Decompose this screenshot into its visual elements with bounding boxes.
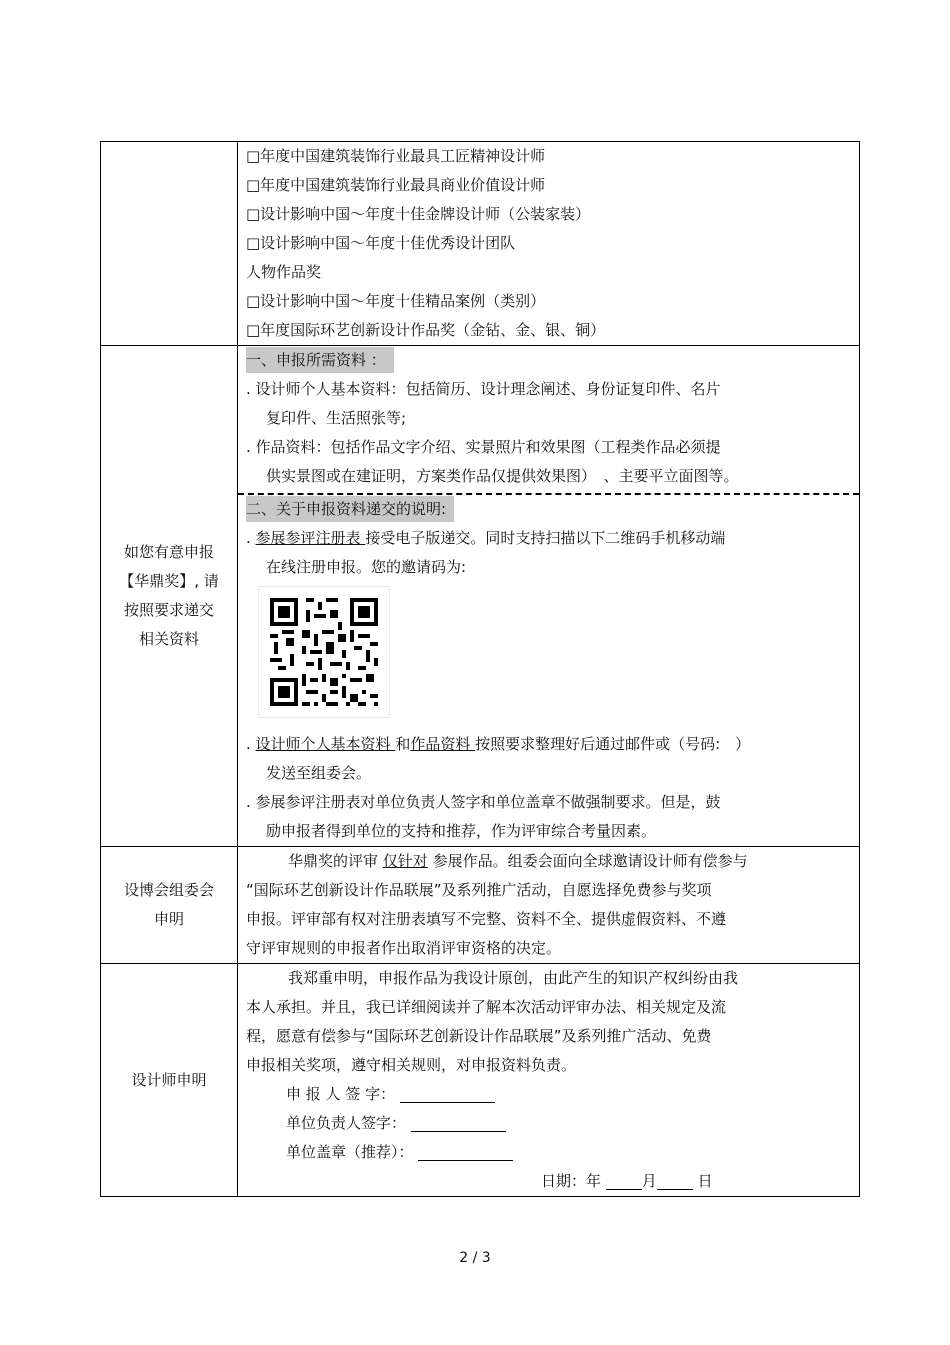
committee-statement-line (246, 847, 851, 876)
leader-signature-label: 单位负责人签字： (286, 1114, 407, 1132)
designer-statement-line: 申报相关奖项，遵守相关规则，对申报资料负责。 (246, 1056, 577, 1074)
designer-statement-line: 程，愿意有偿参与“国际环艺创新设计作品联展”及系列推广活动、免费 (246, 1027, 712, 1045)
materials-row (101, 346, 860, 847)
committee-underlined-text: 仅针对 (382, 852, 428, 870)
committee-statement-line: 申报。评审部有权对注册表填写不完整、资料不全、提供虚假资料、不遵 (246, 910, 727, 928)
note-line: . 参展参评注册表对单位负责人签字和单位盖章不做强制要求。但是，鼓 (246, 793, 721, 811)
applicant-signature-line (246, 1080, 851, 1109)
designer-content-cell (238, 964, 860, 1197)
month-label: 月 (641, 1172, 657, 1190)
works-info-link[interactable]: 作品资料 (410, 735, 476, 753)
day-label: 日 (697, 1172, 713, 1190)
awards-row (101, 142, 860, 346)
materials-item1: . 设计师个人基本资料：包括简历、设计理念阐述、身份证复印件、名片 (246, 380, 721, 398)
award-option[interactable]: □设计影响中国～年度十佳金牌设计师（公装家装） (246, 205, 591, 223)
materials-content-cell (238, 346, 860, 847)
designer-statement-line: 本人承担。并且，我已详细阅读并了解本次活动评审办法、相关规定及流 (246, 998, 727, 1016)
awards-list-cell (238, 142, 860, 346)
page-number: 2 / 3 (459, 1250, 491, 1266)
seal-line (246, 1138, 851, 1167)
registration-line (246, 524, 851, 553)
materials-label-line: 【华鼎奖】, 请 (119, 572, 219, 590)
section2-title: 二、关于申报资料递交的说明: (246, 496, 454, 522)
application-form-table (100, 141, 860, 1197)
committee-text: 参展作品。组委会面向全球邀请设计师有偿参与 (427, 852, 748, 870)
designer-label: 设计师申明 (131, 1070, 207, 1089)
award-option[interactable]: □设计影响中国～年度十佳优秀设计团队 (246, 234, 516, 252)
award-option[interactable]: □年度国际环艺创新设计作品奖（金钻、金、银、铜） (246, 321, 606, 339)
day-field[interactable] (657, 1173, 693, 1190)
award-category-heading: 人物作品奖 (246, 263, 322, 281)
leader-signature-line (246, 1109, 851, 1138)
qr-code-image[interactable] (258, 586, 390, 718)
seal-field[interactable] (418, 1144, 513, 1161)
materials-label-cell (101, 346, 238, 847)
materials-item2-cont: 供实景图或在建证明，方案类作品仅提供效果图） 、主要平立面图等。 (266, 467, 739, 485)
section1-title: 一、申报所需资料 ： (246, 347, 394, 373)
award-option[interactable]: □年度中国建筑装饰行业最具工匠精神设计师 (246, 147, 546, 165)
materials-label-line: 如您有意申报 (123, 543, 214, 561)
seal-label: 单位盖章（推荐）： (286, 1143, 414, 1161)
bullet: . (246, 735, 256, 753)
committee-statement-line: “国际环艺创新设计作品联展”及系列推广活动，自愿选择免费参与奖项 (246, 881, 712, 899)
committee-content-cell (238, 847, 860, 964)
designer-label-cell (101, 964, 238, 1197)
mail-line-cont: 发送至组委会。 (266, 764, 372, 782)
date-label: 日期：年 (541, 1172, 602, 1190)
committee-label-line: 设博会组委会 (123, 881, 214, 899)
applicant-signature-label: 申 报 人 签 字： (286, 1085, 396, 1103)
award-option[interactable]: □年度中国建筑装饰行业最具商业价值设计师 (246, 176, 546, 194)
committee-label-line: 申明 (153, 910, 184, 928)
month-field[interactable] (606, 1173, 642, 1190)
date-line (246, 1167, 851, 1196)
materials-item1-cont: 复印件、生活照张等; (266, 409, 407, 427)
connector-text: 和 (395, 735, 411, 753)
registration-text: 接受电子版递交。同时支持扫描以下二维码手机移动端 (365, 529, 726, 547)
committee-label-cell (101, 847, 238, 964)
materials-label-line: 按照要求递交 (123, 601, 214, 619)
designer-statement-line: 我郑重申明，申报作品为我设计原创，由此产生的知识产权纠纷由我 (288, 969, 739, 987)
committee-text: 华鼎奖的评审 (288, 852, 383, 870)
leader-signature-field[interactable] (411, 1115, 506, 1132)
materials-label-line: 相关资料 (138, 630, 199, 648)
committee-statement-line: 守评审规则的申报者作出取消评审资格的决定。 (246, 939, 562, 957)
mail-line (246, 730, 851, 759)
mail-text: 按照要求整理好后通过邮件或（号码: ） (475, 735, 751, 753)
bullet: . (246, 529, 256, 547)
registration-form-link[interactable]: 参展参评注册表 (255, 529, 366, 547)
applicant-signature-field[interactable] (400, 1086, 495, 1103)
materials-item2: . 作品资料：包括作品文字介绍、实景照片和效果图（工程类作品必须提 (246, 438, 721, 456)
award-option[interactable]: □设计影响中国～年度十佳精品案例（类别） (246, 292, 546, 310)
registration-line-cont: 在线注册申报。您的邀请码为: (266, 558, 467, 576)
awards-label-cell (101, 142, 238, 346)
designer-info-link[interactable]: 设计师个人基本资料 (255, 735, 396, 753)
committee-row (101, 847, 860, 964)
note-line-cont: 励申报者得到单位的支持和推荐，作为评审综合考量因素。 (266, 822, 657, 840)
designer-row (101, 964, 860, 1197)
